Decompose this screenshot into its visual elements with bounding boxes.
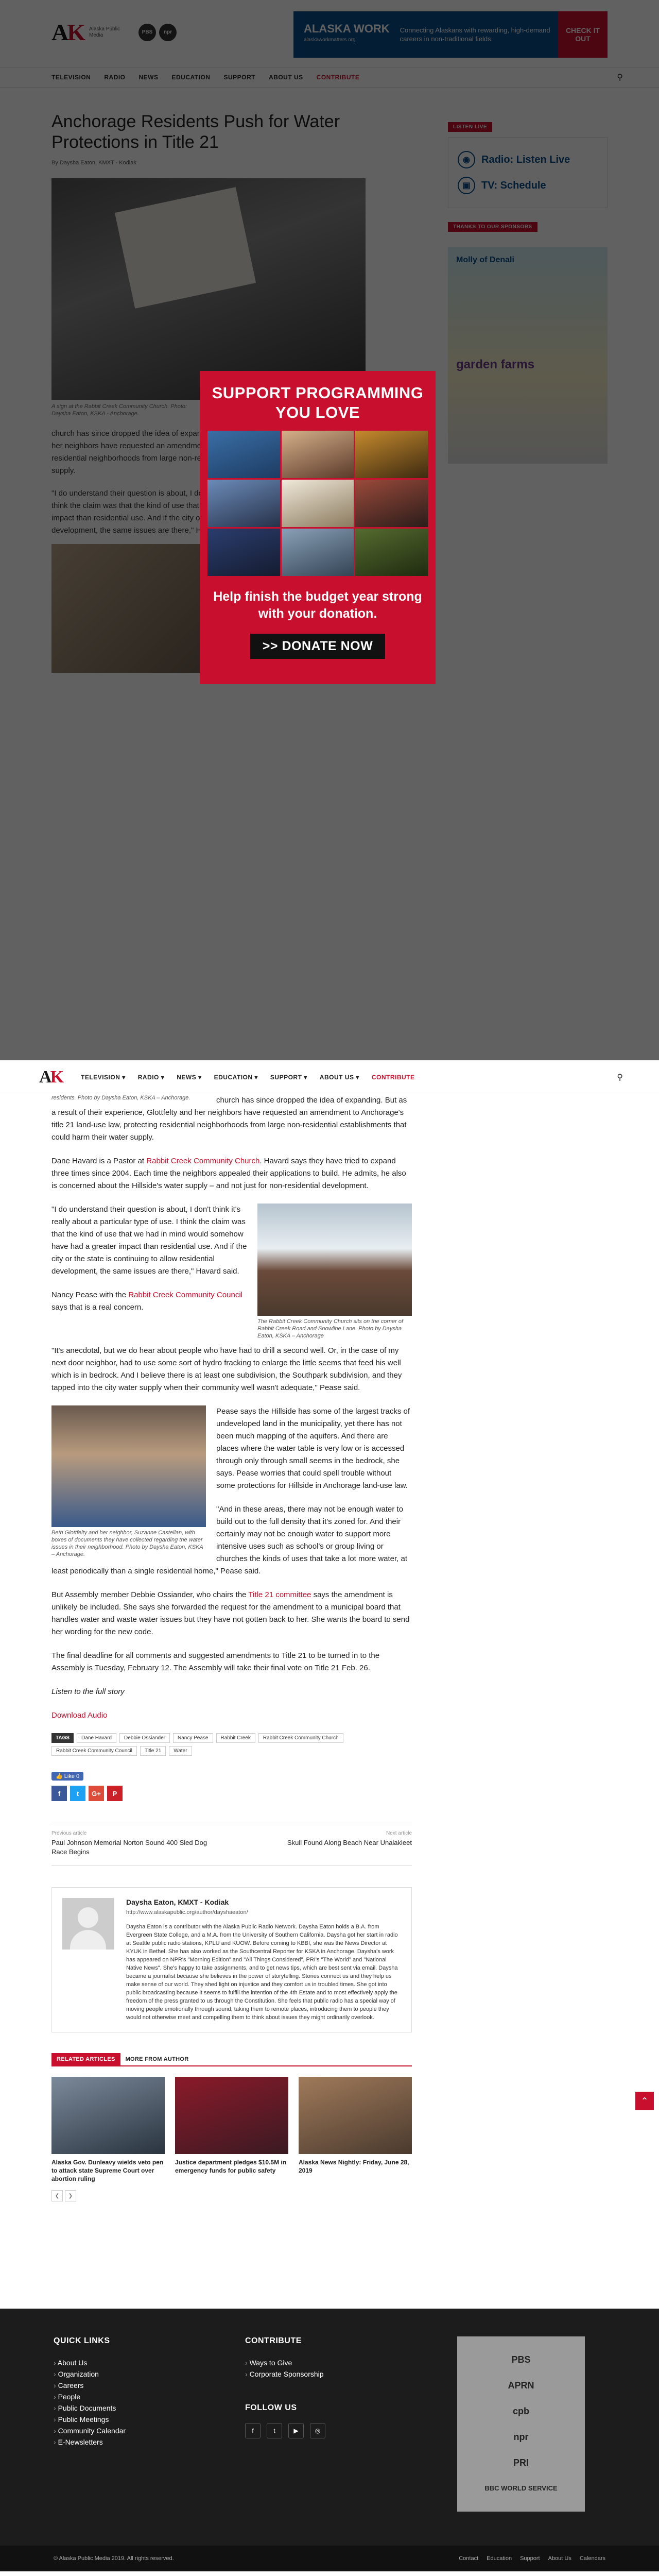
paragraph: Nancy Pease with the Rabbit Creek Community Council says that is a real concern. xyxy=(51,1291,242,1312)
pbs-logo[interactable]: PBS xyxy=(511,2354,531,2365)
cpb-logo[interactable]: cpb xyxy=(512,2406,529,2416)
tag-item[interactable]: Title 21 xyxy=(140,1746,166,1756)
follow-us-title: FOLLOW US xyxy=(245,2403,297,2412)
footer-link[interactable]: › E-Newsletters xyxy=(54,2436,126,2448)
donate-now-button[interactable]: >> DONATE NOW xyxy=(250,634,385,659)
footer-link[interactable]: › Ways to Give xyxy=(245,2357,325,2368)
church-photo-caption: The Rabbit Creek Community Church sits on the corner of Rabbit Creek Road and Snowline Lane. Photo by Daysha Eaton, KSKA – Anchorage xyxy=(257,1318,404,1339)
bottom-link[interactable]: Education xyxy=(487,2555,512,2562)
related-thumbnail xyxy=(51,2077,165,2154)
modal-photo xyxy=(207,529,280,576)
footer-link[interactable]: › Corporate Sponsorship xyxy=(245,2368,325,2380)
church-link[interactable]: Rabbit Creek Community Church xyxy=(146,1157,260,1165)
author-avatar xyxy=(62,1898,114,1950)
modal-photo-grid xyxy=(207,431,428,576)
modal-photo xyxy=(207,480,280,527)
bbc-logo[interactable]: BBC WORLD SERVICE xyxy=(484,2484,558,2492)
tags-label: TAGS xyxy=(51,1733,74,1743)
modal-photo xyxy=(355,480,428,527)
author-url[interactable]: http://www.alaskapublic.org/author/dayshaeaton/ xyxy=(126,1909,248,1916)
title21-committee-link[interactable]: Title 21 committee xyxy=(248,1590,311,1599)
aprn-logo[interactable]: APRN xyxy=(508,2380,534,2391)
church-photo xyxy=(257,1204,412,1316)
sticky-nav-about-us[interactable]: ABOUT US ▾ xyxy=(319,1073,359,1081)
modal-subtitle: Help finish the budget year strong with your donation. xyxy=(213,589,422,621)
footer-link[interactable]: › Public Documents xyxy=(54,2402,126,2414)
related-thumbnail xyxy=(299,2077,412,2154)
related-thumbnail xyxy=(175,2077,288,2154)
quick-links-title: QUICK LINKS xyxy=(54,2336,110,2345)
modal-title: SUPPORT PROGRAMMING YOU LOVE xyxy=(212,384,424,421)
related-title: Alaska News Nightly: Friday, June 28, 2019 xyxy=(299,2159,409,2174)
paragraph: "I do understand their question is about, I don't think it's really about a particular type of use. I think the claim was that the kind of use that we had in mind would somehow have had a greater impact than residential use. And if the city or the state is continuing to allow residential development, the same issues are there," Havard said. xyxy=(51,1205,247,1276)
back-to-top-button[interactable]: ⌃ xyxy=(635,2092,654,2110)
residents-figure xyxy=(51,1405,206,1558)
footer-link[interactable]: › Organization xyxy=(54,2368,126,2380)
tag-item[interactable]: Nancy Pease xyxy=(173,1733,213,1743)
quick-links-column xyxy=(54,2336,126,2448)
sticky-nav-television[interactable]: TELEVISION ▾ xyxy=(81,1073,126,1081)
donate-modal xyxy=(200,371,436,684)
residents-photo-caption: Beth Glottfelty and her neighbor, Suzanne Castellan, with boxes of documents they have collected regarding the water issues in their neighborhood. Photo by Daysha Eaton, KSKA – Anchorage. xyxy=(51,1530,203,1557)
tab-related-articles[interactable]: RELATED ARTICLES xyxy=(51,2053,120,2065)
sticky-logo[interactable]: AK xyxy=(39,1067,63,1087)
tag-item[interactable]: Debbie Ossiander xyxy=(119,1733,170,1743)
tag-item[interactable]: Dane Havard xyxy=(77,1733,116,1743)
pinterest-icon[interactable]: P xyxy=(107,1786,123,1801)
pri-logo[interactable]: PRI xyxy=(513,2458,529,2468)
sticky-nav xyxy=(0,1061,659,1093)
google-plus-icon[interactable]: G+ xyxy=(89,1786,104,1801)
related-card[interactable] xyxy=(299,2077,412,2183)
related-tabs xyxy=(51,2053,412,2066)
post-navigation xyxy=(51,1822,412,1866)
related-title: Justice department pledges $10.5M in emergency funds for public safety xyxy=(175,2159,287,2174)
sticky-nav-education[interactable]: EDUCATION ▾ xyxy=(214,1073,258,1081)
author-bio: Daysha Eaton is a contributor with the Alaska Public Radio Network. Daysha Eaton holds a B.A. from Evergreen State College, and a M.A. from the University of Southern California. Daysha got her start in radio at Seattle public radio stations, KPLU and KUOW. Before coming to KBBI, she was the News Director at KYUK in Bethel. She has also worked as the Southcentral Reporter for KSKA in Anchorage. Daysha's work has appeared on NPR's "Morning Edition" and "All Things Considered", PRI's "The World" and "National Native News". She's happy to take assignments, and to get news tips, which are best sent via email. Daysha became a journalist because she believes in the power of storytelling. Stories connect us and they help us make sense of our world. They shed light on injustice and they comfort us in troubled times. She got into public broadcasting because it seems to fulfill the intention of the 4th Estate and to most effectively apply the freedom of the press granted to us through the Constitution. She feels that public radio has a special way of moving people emotionally through sound, taking them to remote places, introducing them to people they would not otherwise meet and compelling them to think about issues they might ordinarily overlook. xyxy=(126,1924,398,2021)
copyright-text: © Alaska Public Media 2019. All rights reserved. xyxy=(54,2555,174,2562)
author-name[interactable]: Daysha Eaton, KMXT - Kodiak xyxy=(126,1898,229,1906)
related-card[interactable] xyxy=(175,2077,288,2183)
bottom-link[interactable]: Contact xyxy=(459,2555,479,2562)
previous-article-link[interactable]: Previous article Paul Johnson Memorial Norton Sound 400 Sled Dog Race Begins xyxy=(51,1831,207,1856)
listen-text: Listen to the full story xyxy=(51,1687,125,1696)
copyright-bar xyxy=(0,2546,659,2571)
share-buttons xyxy=(51,1786,412,1801)
youtube-icon[interactable]: ▶ xyxy=(288,2423,304,2438)
tag-item[interactable]: Water xyxy=(169,1746,192,1756)
related-pagination xyxy=(51,2190,412,2201)
download-audio-link[interactable]: Download Audio xyxy=(51,1711,108,1720)
twitter-icon[interactable]: t xyxy=(267,2423,282,2438)
modal-photo xyxy=(282,480,354,527)
footer-link[interactable]: › About Us xyxy=(54,2357,126,2368)
footer-link[interactable]: › People xyxy=(54,2391,126,2402)
bottom-link[interactable]: About Us xyxy=(548,2555,571,2562)
tag-item[interactable]: Rabbit Creek Community Church xyxy=(258,1733,343,1743)
contribute-title: CONTRIBUTE xyxy=(245,2336,302,2345)
residents-photo xyxy=(51,1405,206,1527)
community-council-link[interactable]: Rabbit Creek Community Council xyxy=(128,1291,242,1299)
footer-link[interactable]: › Careers xyxy=(54,2380,126,2391)
paragraph: Pease says the Hillside has some of the largest tracks of undeveloped land in the municipality, yet there has not been much mapping of the aquifers. And there are places where the water table is very low or is accessed through only through small seems in the bedrock, she says. Pease worries that could spell trouble without some protections for Hillside in Anchorage land-use law. xyxy=(216,1407,410,1490)
paragraph: church has since dropped the idea of expanding. But as a result of their experience, Glottfelty and her neighbors have requested an amendment to Anchorage's title 21 land-use law, protecting residential neighborhoods from large non-residential establishments that could harm their water supply. xyxy=(51,1096,407,1142)
related-grid xyxy=(51,2077,412,2183)
share-section xyxy=(51,1771,412,1801)
chevron-right-icon[interactable]: ❯ xyxy=(65,2190,76,2201)
modal-photo xyxy=(282,529,354,576)
facebook-icon[interactable]: f xyxy=(245,2423,261,2438)
facebook-icon[interactable]: f xyxy=(51,1786,67,1801)
contribute-column xyxy=(245,2336,325,2438)
sticky-search-icon[interactable]: ⚲ xyxy=(617,1073,623,1082)
facebook-like-button[interactable]: 👍 Like 0 xyxy=(51,1772,83,1781)
paragraph: "It's anecdotal, but we do hear about people who have had to drill a second well. Or, in the case of my next door neighbor, had to use some sort of hydro fracking to enlarge the little seems that feed his well which is in bedrock. And I believe there is at least one subdivision, the Southpark subdivision, and they tapped into the city water supply when their community well wasn't adequate," Pease said. xyxy=(51,1346,402,1392)
paragraph: But Assembly member Debbie Ossiander, who chairs the Title 21 committee says the amendment is unlikely be included. She says she forwarded the request for the amendment to a municipal board that handles water and waste water issues but they have not gotten back to her. She wants the board to send her wording for the new code. xyxy=(51,1590,410,1636)
npr-logo[interactable]: npr xyxy=(513,2432,529,2442)
church-figure xyxy=(257,1204,412,1340)
sticky-nav-support[interactable]: SUPPORT ▾ xyxy=(270,1073,307,1081)
tag-item[interactable]: Rabbit Creek xyxy=(216,1733,255,1743)
sticky-nav-contribute[interactable]: CONTRIBUTE xyxy=(371,1073,415,1081)
related-card[interactable] xyxy=(51,2077,165,2183)
footer-link[interactable]: › Community Calendar xyxy=(54,2425,126,2436)
paragraph: "And in these areas, there may not be enough water to build out to the full density that it's zoned for. And their certainly may not be enough water to support more intensive uses such as school's or group living or churches the kinds of uses that take a lot more water, at least periodically than a single residential home," Pease said. xyxy=(51,1505,408,1575)
modal-photo xyxy=(355,529,428,576)
bottom-link[interactable]: Support xyxy=(520,2555,540,2562)
quick-links-list xyxy=(54,2357,126,2448)
tab-more-from-author[interactable]: MORE FROM AUTHOR xyxy=(125,2056,189,2062)
footer-link[interactable]: › Public Meetings xyxy=(54,2414,126,2425)
tag-item[interactable]: Rabbit Creek Community Council xyxy=(51,1746,137,1756)
paragraph: Dane Havard is a Pastor at Rabbit Creek Community Church. Havard says they have tried to expand three times since 2004. Each time the neighbors appealed their applications to build. He admits, he also is concerned about the Hillside's water supply – and not just for non-residential development. xyxy=(51,1157,406,1190)
sticky-nav-news[interactable]: NEWS ▾ xyxy=(177,1073,202,1081)
contribute-list xyxy=(245,2357,325,2380)
author-box xyxy=(51,1887,412,2032)
clipped-caption: residents. Photo by Daysha Eaton, KSKA – Anchorage. xyxy=(51,1095,190,1101)
article-body xyxy=(51,1093,412,2201)
chevron-left-icon[interactable]: ❮ xyxy=(51,2190,63,2201)
related-title: Alaska Gov. Dunleavy wields veto pen to attack state Supreme Court over abortion ruling xyxy=(51,2159,164,2182)
modal-photo xyxy=(282,431,354,478)
twitter-icon[interactable]: t xyxy=(70,1786,85,1801)
site-footer xyxy=(0,2309,659,2562)
partner-logos xyxy=(457,2336,585,2512)
instagram-icon[interactable]: ◎ xyxy=(310,2423,325,2438)
paragraph: The final deadline for all comments and suggested amendments to Title 21 to be turned in to the Assembly is Tuesday, February 12. The Assembly will take their final vote on Title 21 Feb. 26. xyxy=(51,1651,380,1672)
bottom-link[interactable]: Calendars xyxy=(579,2555,605,2562)
bottom-links xyxy=(459,2555,605,2562)
sticky-nav-radio[interactable]: RADIO ▾ xyxy=(137,1073,165,1081)
tag-list xyxy=(51,1733,412,1756)
social-icons xyxy=(245,2423,325,2438)
modal-photo xyxy=(355,431,428,478)
next-article-link[interactable]: Next article Skull Found Along Beach Near Unalakleet xyxy=(287,1831,412,1846)
modal-photo xyxy=(207,431,280,478)
